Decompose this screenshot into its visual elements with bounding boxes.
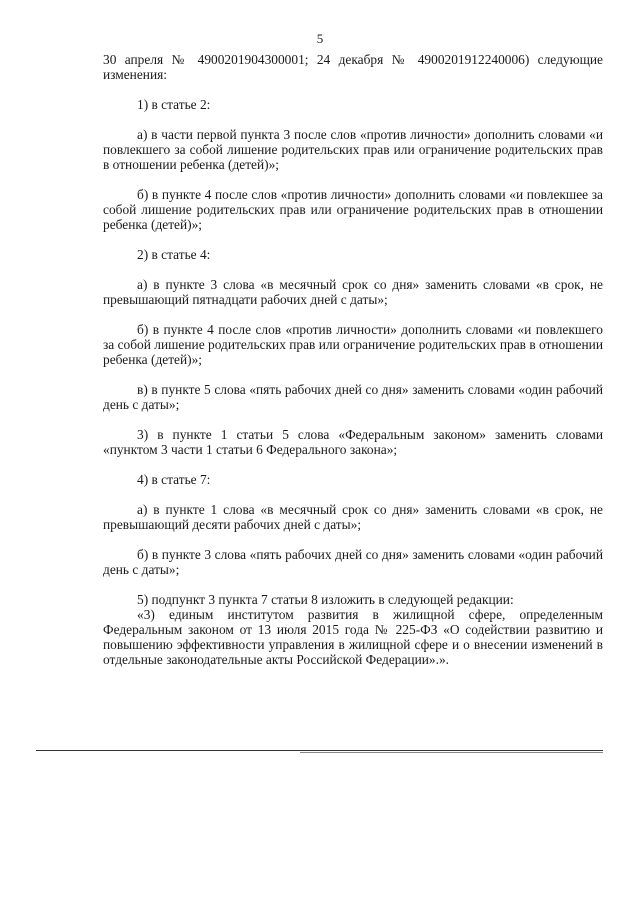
paragraph-item-5: 5) подпункт 3 пункта 7 статьи 8 изложить в следующей редакции: [137, 592, 514, 607]
document-body [103, 52, 603, 667]
paragraph-item-1b: б) в пункте 4 после слов «против личности» дополнить словами «и повлекшее за собой лишение родительских прав или ограничение родительских прав в отношении ребенка (детей)»; [103, 187, 603, 232]
spacer [103, 232, 603, 247]
spacer [103, 487, 603, 502]
spacer [103, 367, 603, 382]
paragraph-item-5-quote: «3) единым институтом развития в жилищной сфере, определенным Федеральным законом от 13 июля 2015 года № 225-ФЗ «О содействии развитию и повышению эффективности управления в жилищной сфере и о внесении изменений в отдельные законодательные акты Российской Федерации».». [103, 607, 603, 667]
paragraph-item-2: 2) в статье 4: [137, 247, 211, 262]
paragraph-intro: 30 апреля № 4900201904300001; 24 декабря № 4900201912240006) следующие изменения: [103, 52, 603, 82]
spacer [103, 262, 603, 277]
paragraph-item-4a: а) в пункте 1 слова «в месячный срок со дня» заменить словами «в срок, не превышающий десяти рабочих дней с даты»; [103, 502, 603, 532]
spacer [103, 412, 603, 427]
paragraph-item-1a: а) в части первой пункта 3 после слов «против личности» дополнить словами «и повлекшего за собой лишение родительских прав или ограничение родительских прав в отношении ребенка (детей)»; [103, 127, 603, 172]
horizontal-rule [36, 750, 603, 751]
spacer [103, 172, 603, 187]
paragraph-item-2v: в) в пункте 5 слова «пять рабочих дней со дня» заменить словами «один рабочий день с даты»; [103, 382, 603, 412]
paragraph-item-1: 1) в статье 2: [137, 97, 211, 112]
paragraph-item-2b: б) в пункте 4 после слов «против личности» дополнить словами «и повлекшего за собой лишение родительских прав или ограничение родительских прав в отношении ребенка (детей)»; [103, 322, 603, 367]
spacer [103, 577, 603, 592]
spacer [103, 112, 603, 127]
paragraph-item-4b: б) в пункте 3 слова «пять рабочих дней со дня» заменить словами «один рабочий день с даты»; [103, 547, 603, 577]
page-number: 5 [316, 31, 324, 46]
spacer [103, 457, 603, 472]
paragraph-item-4: 4) в статье 7: [137, 472, 211, 487]
horizontal-rule-secondary [300, 752, 603, 753]
spacer [103, 532, 603, 547]
paragraph-item-2a: а) в пункте 3 слова «в месячный срок со дня» заменить словами «в срок, не превышающий пятнадцати рабочих дней с даты»; [103, 277, 603, 307]
spacer [103, 307, 603, 322]
spacer [103, 82, 603, 97]
paragraph-item-3: 3) в пункте 1 статьи 5 слова «Федеральным законом» заменить словами «пунктом 3 части 1 статьи 6 Федерального закона»; [103, 427, 603, 457]
